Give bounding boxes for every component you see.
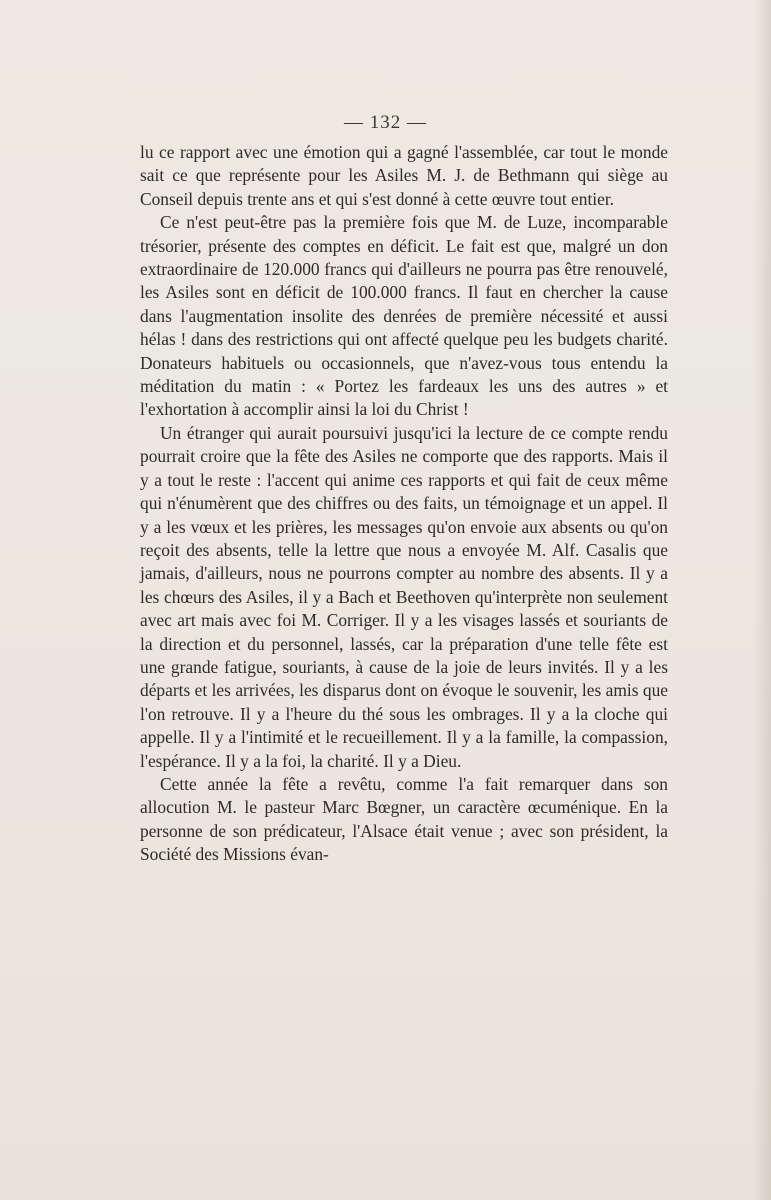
- paragraph-1: lu ce rapport avec une émotion qui a gagné l'assemblée, car tout le monde sait ce que représente pour les Asiles M. J. de Bethmann qui siège au Conseil depuis trente ans et qui s'est donné à cette œuvre tout entier.: [140, 142, 668, 209]
- page-edge-shadow: [753, 0, 771, 1200]
- paragraph-4: Cette année la fête a revêtu, comme l'a fait remarquer dans son allocution M. le pasteur Marc Bœgner, un caractère œcuménique. En la personne de son prédicateur, l'Alsace était venue ; avec son président, la Société des Missions évan-: [140, 773, 668, 865]
- paragraph-3: Un étranger qui aurait poursuivi jusqu'ici la lecture de ce compte rendu pourrait croire que la fête des Asiles ne comporte que des rapports. Mais il y a tout le reste : l'accent qui anime ces rapports et qui fait de ceux même qui n'énumèrent que des chiffres ou des faits, un témoignage et un appel. Il y a les vœux et les prières, les messages qu'on envoie aux absents ou qu'on reçoit des absents, telle la lettre que nous a envoyée M. Alf. Casalis que jamais, d'ailleurs, nous ne pourrons compter au nombre des absents. Il y a les chœurs des Asiles, il y a Bach et Beethoven qu'interprète non seulement avec art mais avec foi M. Corriger. Il y a les visages lassés et souriants de la direction et du personnel, lassés, car la préparation d'une telle fête est une grande fatigue, souriants, à cause de la joie de leurs invités. Il y a les départs et les arrivées, les disparus dont on évoque le souvenir, les amis que l'on retrouve. Il y a l'heure du thé sous les ombrages. Il y a la cloche qui appelle. Il y a l'intimité et le recueillement. Il y a la famille, la compassion, l'espérance. Il y a la foi, la charité. Il y a Dieu.: [140, 422, 668, 771]
- body-text: [140, 141, 668, 867]
- paragraph-2: Ce n'est peut-être pas la première fois que M. de Luze, incomparable trésorier, présente des comptes en déficit. Le fait est que, malgré un don extraordinaire de 120.000 francs qui d'ailleurs ne pourra pas être renouvelé, les Asiles sont en déficit de 100.000 francs. Il faut en chercher la cause dans l'augmentation insolite des denrées de première nécessité et aussi hélas ! dans des restrictions qui ont affecté quelque peu les budgets charité. Donateurs habituels ou occasionnels, que n'avez-vous tous entendu la méditation du matin : « Portez les fardeaux les uns des autres » et l'exhortation à accomplir ainsi la loi du Christ !: [140, 212, 668, 420]
- page-number: — 132 —: [344, 112, 427, 133]
